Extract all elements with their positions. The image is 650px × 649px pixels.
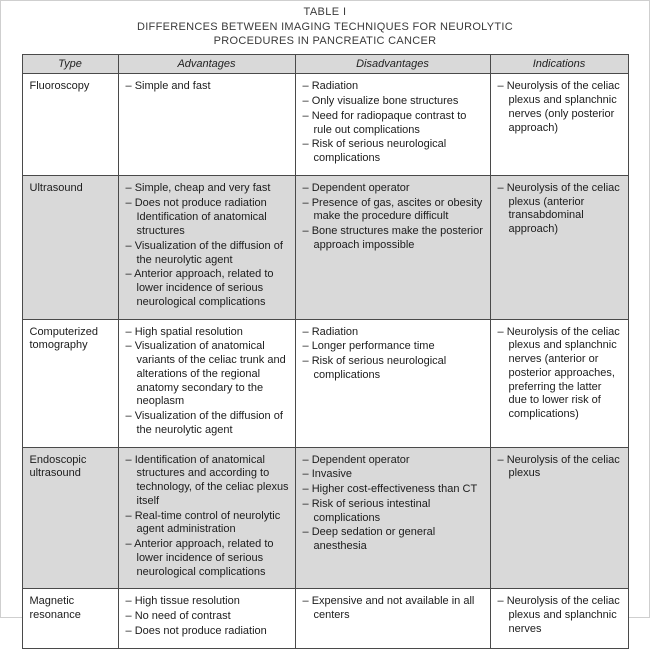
list-item: – Neurolysis of the celiac plexus (anterior transabdominal approach) (497, 181, 620, 236)
list-item: – Simple, cheap and very fast (125, 181, 271, 194)
table-row (22, 319, 628, 447)
bullet-dash: – (302, 340, 312, 353)
indications-cell (490, 589, 628, 648)
list-item: – Neurolysis of the celiac plexus (497, 453, 620, 480)
bullet-dash: – (125, 340, 135, 353)
list-item: – Dependent operator (302, 453, 410, 466)
bullet-dash: – (302, 109, 312, 122)
bullet-dash: – (125, 410, 135, 423)
table-header (22, 55, 628, 74)
bullet-dash: – (497, 325, 507, 338)
bullet-dash: – (302, 196, 312, 209)
bullet-dash: – (125, 538, 135, 551)
advantages-cell (118, 319, 295, 447)
bullet-dash: – (125, 624, 135, 637)
advantages-cell (118, 175, 295, 319)
type-cell: Fluoroscopy (22, 74, 118, 176)
list-item: – Only visualize bone structures (302, 95, 459, 108)
bullet-dash: – (302, 138, 312, 151)
list-item: – Neurolysis of the celiac plexus and splanchnic nerves (497, 595, 620, 635)
table-row (22, 74, 628, 176)
bullet-dash: – (125, 509, 135, 522)
list-item: – Invasive (302, 468, 353, 481)
list-item: – No need of contrast (125, 610, 231, 623)
bullet-dash: – (497, 453, 507, 466)
table-row (22, 175, 628, 319)
bullet-dash: – (125, 325, 135, 338)
list-item: – High tissue resolution (125, 595, 240, 608)
bullet-dash: – (125, 453, 135, 466)
list-item: – Presence of gas, ascites or obesity make the procedure difficult (302, 196, 483, 223)
list-item: – Need for radiopaque contrast to rule out complications (302, 109, 467, 136)
table-row (22, 447, 628, 589)
advantages-cell (118, 447, 295, 589)
comparison-table (22, 54, 629, 648)
list-item: – Radiation (302, 80, 359, 93)
bullet-dash: – (125, 610, 135, 623)
list-item: – Longer performance time (302, 340, 435, 353)
table-title (1, 20, 649, 49)
bullet-dash: – (302, 468, 312, 481)
list-item: – Risk of serious neurological complications (302, 138, 447, 165)
bullet-dash: – (125, 268, 135, 281)
bullet-dash: – (125, 239, 135, 252)
bullet-dash: – (302, 483, 312, 496)
list-item: – Does not produce radiation (125, 624, 267, 637)
bullet-dash: – (302, 497, 312, 510)
list-item: – Neurolysis of the celiac plexus and splanchnic nerves (anterior or posterior approaches, preferring the latter due to lower risk of complications) (497, 325, 620, 421)
bullet-dash: – (302, 526, 312, 539)
list-item: – Real-time control of neurolytic agent administration (125, 509, 281, 536)
header-row (22, 55, 628, 74)
bullet-dash: – (302, 181, 312, 194)
column-header-advantages: Advantages (118, 55, 295, 74)
list-item: – Simple and fast (125, 80, 211, 93)
list-item: – High spatial resolution (125, 325, 243, 338)
type-cell: Ultrasound (22, 175, 118, 319)
disadvantages-cell (295, 74, 490, 176)
bullet-dash: – (302, 355, 312, 368)
type-cell: Magnetic resonance (22, 589, 118, 648)
indications-cell (490, 175, 628, 319)
bullet-dash: – (302, 325, 312, 338)
table-title-line1: DIFFERENCES BETWEEN IMAGING TECHNIQUES FOR NEUROLYTIC (136, 20, 514, 33)
bullet-dash: – (497, 181, 507, 194)
list-item: – Anterior approach, related to lower incidence of serious neurological complications (125, 268, 274, 308)
list-item: – Deep sedation or general anesthesia (302, 526, 436, 553)
indications-cell (490, 319, 628, 447)
list-item: Identification of anatomical structures (136, 211, 267, 238)
disadvantages-cell (295, 589, 490, 648)
advantages-cell (118, 74, 295, 176)
table-number: TABLE I (303, 6, 347, 18)
bullet-dash: – (302, 95, 312, 108)
bullet-dash: – (302, 595, 312, 608)
table-row (22, 589, 628, 648)
bullet-dash: – (302, 453, 312, 466)
column-header-indications: Indications (490, 55, 628, 74)
bullet-dash: – (125, 595, 135, 608)
list-item: – Higher cost-effectiveness than CT (302, 483, 478, 496)
disadvantages-cell (295, 175, 490, 319)
bullet-dash: – (302, 80, 312, 93)
list-item: – Bone structures make the posterior approach impossible (302, 225, 483, 251)
type-cell: Endoscopic ultrasound (22, 447, 118, 589)
bullet-dash: – (497, 80, 507, 93)
bullet-dash: – (302, 225, 312, 238)
type-cell: Computerized tomography (22, 319, 118, 447)
table-title-line2: PROCEDURES IN PANCREATIC CANCER (213, 35, 437, 48)
table-body (22, 74, 628, 648)
disadvantages-cell (295, 319, 490, 447)
list-item: – Visualization of anatomical variants of the celiac trunk and alterations of the regional anatomy secondary to the neoplasm (125, 340, 286, 408)
list-item: – Visualization of the diffusion of the neurolytic agent (125, 239, 283, 266)
list-item: – Dependent operator (302, 181, 410, 194)
bullet-dash: – (125, 196, 135, 209)
bullet-dash: – (125, 181, 135, 194)
list-item: – Anterior approach, related to lower incidence of serious neurological complications (125, 538, 274, 578)
column-header-type: Type (22, 55, 118, 74)
indications-cell (490, 74, 628, 176)
list-item: – Radiation (302, 325, 359, 338)
list-item: – Risk of serious neurological complications (302, 355, 447, 381)
disadvantages-cell (295, 447, 490, 589)
list-item: – Risk of serious intestinal complications (302, 497, 431, 524)
list-item: – Neurolysis of the celiac plexus and splanchnic nerves (only posterior approach) (497, 80, 620, 134)
list-item: – Identification of anatomical structures and according to technology, of the celiac plexus itself (125, 453, 289, 507)
advantages-cell (118, 589, 295, 648)
indications-cell (490, 447, 628, 589)
list-item: – Expensive and not available in all centers (302, 595, 475, 622)
bullet-dash: – (125, 80, 135, 93)
bullet-dash: – (497, 595, 507, 608)
column-header-disadvantages: Disadvantages (295, 55, 490, 74)
list-item: – Visualization of the diffusion of the neurolytic agent (125, 410, 283, 436)
list-item: – Does not produce radiation (125, 196, 267, 209)
